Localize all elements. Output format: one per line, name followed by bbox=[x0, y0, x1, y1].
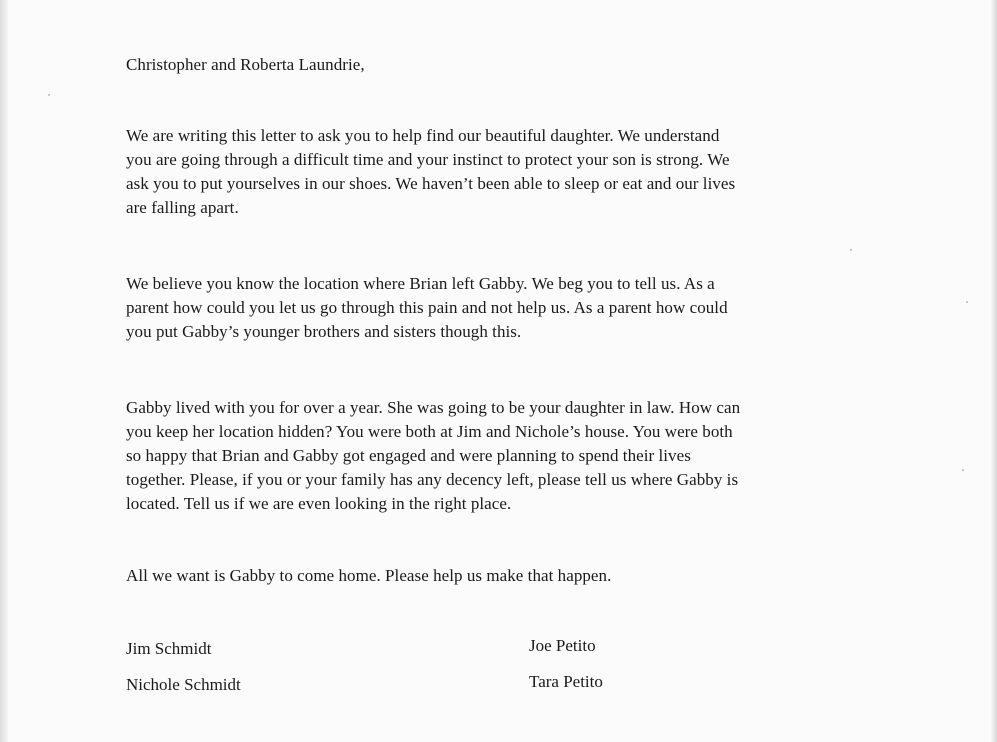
scan-speck bbox=[48, 94, 50, 96]
paragraph-line: Gabby lived with you for over a year. She was going to be your daughter in law. How can bbox=[126, 398, 741, 417]
paragraph-line: We are writing this letter to ask you to help find our beautiful daughter. We understand bbox=[126, 126, 720, 145]
scan-speck bbox=[966, 301, 968, 303]
signature-tara-petito: Tara Petito bbox=[529, 672, 603, 691]
paragraph-line: you keep her location hidden? You were both at Jim and Nichole’s house. You were both bbox=[126, 422, 733, 441]
signature-joe-petito: Joe Petito bbox=[529, 636, 596, 655]
paragraph-line: you put Gabby’s younger brothers and sisters though this. bbox=[126, 322, 522, 341]
page-left-edge bbox=[0, 0, 8, 742]
letter-closing: All we want is Gabby to come home. Please help us make that happen. bbox=[126, 566, 612, 585]
scan-speck bbox=[962, 469, 964, 471]
paragraph-line: so happy that Brian and Gabby got engaged and were planning to spend their lives bbox=[126, 446, 691, 465]
signature-nichole-schmidt: Nichole Schmidt bbox=[126, 675, 241, 694]
paragraph-line: you are going through a difficult time and your instinct to protect your son is strong. We bbox=[126, 150, 730, 169]
paragraph-line: together. Please, if you or your family has any decency left, please tell us where Gabby is bbox=[126, 470, 739, 489]
signature-jim-schmidt: Jim Schmidt bbox=[126, 639, 212, 658]
scan-speck bbox=[850, 249, 852, 251]
letter-salutation: Christopher and Roberta Laundrie, bbox=[126, 55, 365, 74]
paragraph-line: ask you to put yourselves in our shoes. We haven’t been able to sleep or eat and our lives bbox=[126, 174, 736, 193]
paragraph-line: are falling apart. bbox=[126, 198, 239, 217]
paragraph-line: located. Tell us if we are even looking in the right place. bbox=[126, 494, 512, 513]
page-right-edge bbox=[991, 0, 997, 742]
paragraph-line: parent how could you let us go through this pain and not help us. As a parent how could bbox=[126, 298, 728, 317]
paragraph-line: We believe you know the location where Brian left Gabby. We beg you to tell us. As a bbox=[126, 274, 715, 293]
